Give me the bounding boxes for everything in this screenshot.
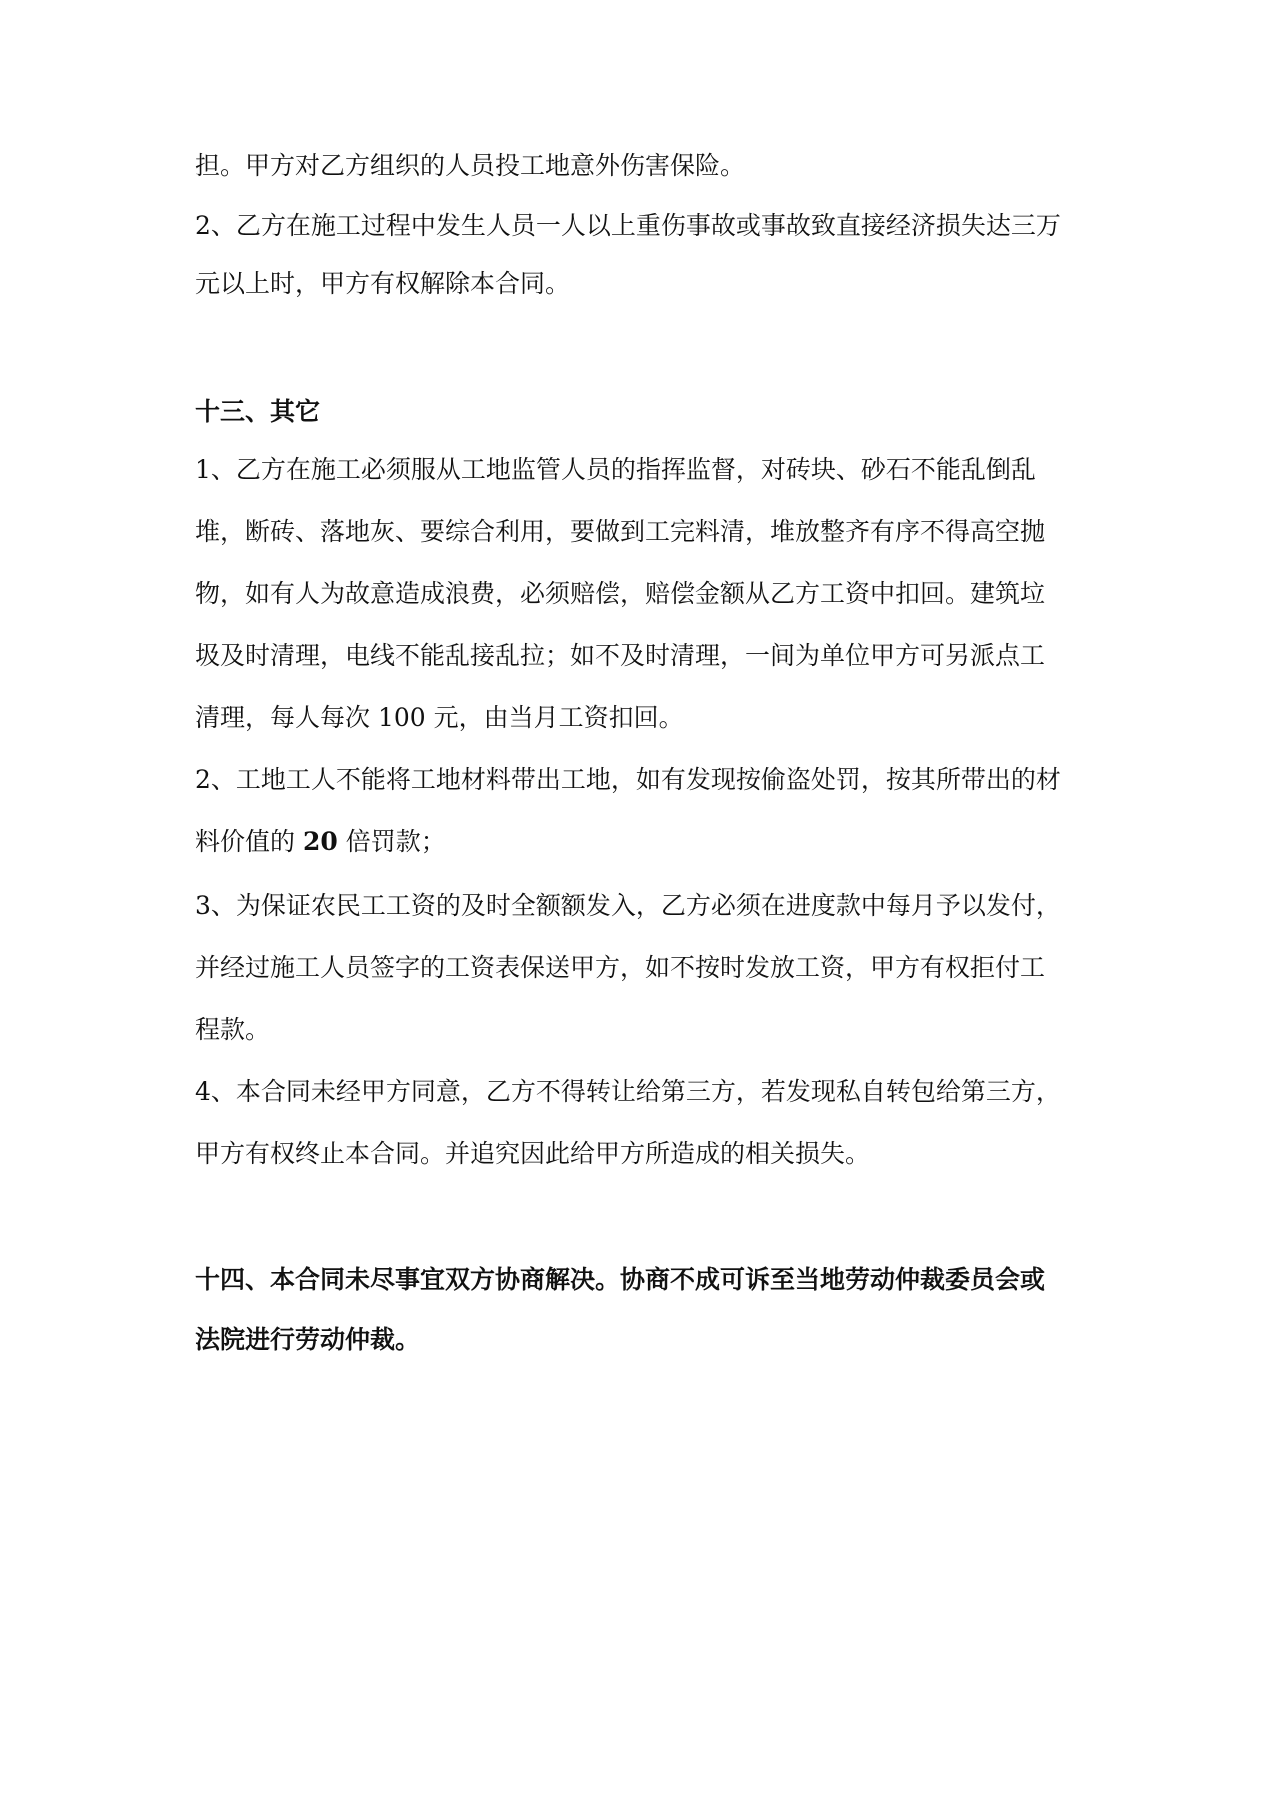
text-span: 料价值的	[195, 827, 303, 856]
paragraph-line: 清理，每人每次 100 元，由当月工资扣回。	[195, 703, 684, 732]
paragraph-line: 并经过施工人员签字的工资表保送甲方，如不按时发放工资，甲方有权拒付工	[195, 953, 1046, 982]
section-heading: 十四、本合同未尽事宜双方协商解决。协商不成可诉至当地劳动仲裁委员会或	[195, 1265, 1046, 1294]
paragraph-line: 堆，断砖、落地灰、要综合利用，要做到工完料清，堆放整齐有序不得高空抛	[195, 517, 1046, 546]
paragraph-line: 物，如有人为故意造成浪费，必须赔偿，赔偿金额从乙方工资中扣回。建筑垃	[195, 579, 1046, 608]
paragraph-line: 2、乙方在施工过程中发生人员一人以上重伤事故或事故致直接经济损失达三万	[195, 211, 1061, 240]
paragraph-line: 圾及时清理，电线不能乱接乱拉；如不及时清理，一间为单位甲方可另派点工	[195, 641, 1046, 670]
paragraph-line: 元以上时，甲方有权解除本合同。	[195, 269, 571, 298]
paragraph-line: 程款。	[195, 1015, 271, 1044]
paragraph-line: 3、为保证农民工工资的及时全额额发入，乙方必须在进度款中每月予以发付，	[195, 891, 1061, 920]
paragraph-line: 甲方有权终止本合同。并追究因此给甲方所造成的相关损失。	[195, 1139, 871, 1168]
section-heading: 法院进行劳动仲裁。	[195, 1325, 421, 1354]
section-heading: 十三、其它	[195, 397, 321, 426]
text-span: 倍罚款；	[337, 827, 446, 856]
paragraph-line: 担。甲方对乙方组织的人员投工地意外伤害保险。	[195, 151, 746, 180]
paragraph-line: 4、本合同未经甲方同意，乙方不得转让给第三方，若发现私自转包给第三方，	[195, 1077, 1061, 1106]
paragraph-line: 1、乙方在施工必须服从工地监管人员的指挥监督，对砖块、砂石不能乱倒乱	[195, 455, 1036, 484]
paragraph-line	[195, 824, 1095, 860]
emphasized-number: 20	[302, 827, 338, 856]
paragraph-line: 2、工地工人不能将工地材料带出工地，如有发现按偷盗处罚，按其所带出的材	[195, 765, 1061, 794]
